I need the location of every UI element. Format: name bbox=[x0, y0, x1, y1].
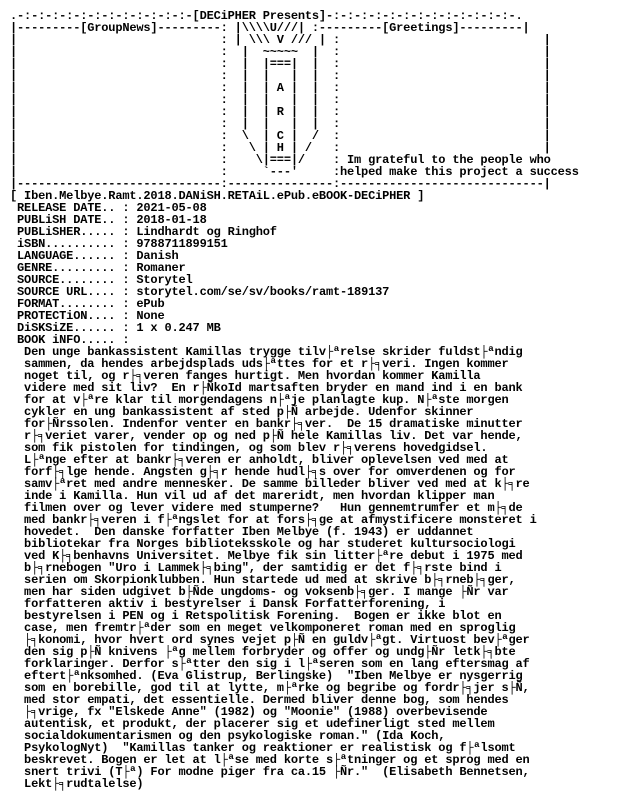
book-info-line: for├Ñrssolen. Indenfor venter en bankr├╕ver. De 15 dramatiske minutter bbox=[10, 417, 523, 431]
book-info-line: ved K├╕benhavns Universitet. Melbye fik sin litter├ªre debut i 1975 med bbox=[10, 549, 523, 563]
nfo-header-line: | : | | | | : | bbox=[10, 117, 551, 131]
info-label: LANGUAGE...... : bbox=[10, 249, 137, 263]
book-info-line: forklaringer. Derfor s├ªtter den sig i l├ªseren som en lang eftersmag af bbox=[10, 657, 530, 671]
info-label: PUBLiSH DATE.. : bbox=[10, 213, 137, 227]
book-info-line: for at v├ªre klar til morgendagens n├ªje planlagte kup. N├ªste morgen bbox=[10, 393, 509, 407]
info-label: DiSKSiZE...... : bbox=[10, 321, 137, 335]
book-info-line: forfatteren aktiv i bestyrelser i Dansk Forfatterforening, i bbox=[10, 597, 446, 611]
book-info-line: ├╕konomi, hvor hvert ord synes vejet p├Ñ en guldv├ªgt. Virtuost bev├ªger bbox=[10, 633, 530, 647]
nfo-header-line: | : | ~~~~~ | : | bbox=[10, 45, 551, 59]
info-value: None bbox=[136, 309, 165, 323]
nfo-header-line: | : | | | | : | bbox=[10, 69, 551, 83]
book-info-line: bestyrelsen i PEN og i Retspolitisk Forening. Bogen er ikke blot en bbox=[10, 609, 502, 623]
nfo-header-line: | : | |===| | : | bbox=[10, 57, 551, 71]
book-info-line: b├╕rnebogen "Uro i Lammek├╕bing", der samtidig er det f├╕rste bind i bbox=[10, 561, 502, 575]
info-value: 2018-01-18 bbox=[136, 213, 207, 227]
info-value: ePub bbox=[136, 297, 165, 311]
nfo-header-line: | : | | R | | : | bbox=[10, 105, 551, 119]
info-value: Lindhardt og Ringhof bbox=[136, 225, 277, 239]
release-title: [ Iben.Melbye.Ramt.2018.DANiSH.RETAiL.ePub.eBOOK-DECiPHER ] bbox=[10, 189, 425, 203]
book-info-line: PsykologNyt) "Kamillas tanker og reaktioner er realistisk og f├ªlsomt bbox=[10, 741, 516, 755]
book-info-line: som fik pistolen for tindingen, og som blev r├╕verens hovedgidsel. bbox=[10, 441, 488, 455]
book-info-line: socialdokumentarismen og den psykologiske roman." (Ida Koch, bbox=[10, 729, 446, 743]
book-info-line: den sig p├Ñ knivens ├ªg mellem forbryder og offer og undg├Ñr letk├╕bte bbox=[10, 645, 516, 659]
info-value: storytel.com/se/sv/books/ramt-189137 bbox=[136, 285, 390, 299]
nfo-header-line: | : | | | | : | bbox=[10, 93, 551, 107]
nfo-header-line: | : \ | H | / : | bbox=[10, 141, 551, 155]
info-label: BOOK iNFO..... : bbox=[10, 333, 137, 347]
book-info-line: men har siden udgivet b├Ñde ungdoms- og voksenb├╕ger. I mange ├Ñr var bbox=[10, 585, 509, 599]
book-info-line: r├╕veriet varer, vender op og ned p├Ñ hele Kamillas liv. Det var hende, bbox=[10, 429, 523, 443]
info-value: Danish bbox=[136, 249, 179, 263]
book-info-line: som en borebille, god til at lytte, m├ªrke og begribe og fordr├╕jer s├Ñ, bbox=[10, 681, 530, 695]
info-value: 9788711899151 bbox=[136, 237, 228, 251]
book-info-line: Den unge bankassistent Kamillas trygge tilv├ªrelse skrider fuldst├ªndig bbox=[10, 345, 523, 359]
nfo-header-line: | : \|===|/ : Im grateful to the people who bbox=[10, 153, 551, 167]
info-label: PROTECTiON.... : bbox=[10, 309, 137, 323]
nfo-header-line: | : | | A | | : | bbox=[10, 81, 551, 95]
info-label: SOURCE URL.... : bbox=[10, 285, 137, 299]
book-info-line: sammen, da hendes arbejdsplads uds├ªttes for et r├╕veri. Ingen kommer bbox=[10, 357, 509, 371]
book-info-text bbox=[10, 346, 640, 790]
book-info-line: L├ªnge efter at bankr├╕veren er anholdt, bliver oplevelsen ved med at bbox=[10, 453, 509, 467]
book-info-line: autentisk, et produkt, der placerer sig et udefinerligt sted mellem bbox=[10, 717, 495, 731]
book-info-line: beskrevet. Bogen er let at l├ªse med korte s├ªtninger og et sprog med en bbox=[10, 753, 530, 767]
info-label: FORMAT........ : bbox=[10, 297, 137, 311]
book-info-line: inde i Kamilla. Hun vil ud af det mareridt, men hvordan klipper man bbox=[10, 489, 495, 503]
nfo-header-line: | : | \\\ V /// | : | bbox=[10, 33, 551, 47]
book-info-line: hovedet. Den danske forfatter Iben Melbye (f. 1943) er uddannet bbox=[10, 525, 474, 539]
info-value: 1 x 0.247 MB bbox=[136, 321, 221, 335]
nfo-header-line: | : \ | C | / : | bbox=[10, 129, 551, 143]
book-info-line: serien om Skorpionklubben. Hun startede ud med at skrive b├╕rneb├╕ger, bbox=[10, 573, 516, 587]
info-label: SOURCE........ : bbox=[10, 273, 137, 287]
info-label: RELEASE DATE.. : bbox=[10, 201, 137, 215]
book-info-line: filmen over og lever videre med stumperne? Hun gennemtrumfer et m├╕de bbox=[10, 501, 523, 515]
info-label: PUBLiSHER..... : bbox=[10, 225, 137, 239]
nfo-header-line: |-----------------------------:---------------:-----------------------------| bbox=[10, 177, 551, 191]
book-info-line: case, men fremtr├ªder som en meget velkomponeret roman med en sproglig bbox=[10, 621, 516, 635]
info-label: GENRE......... : bbox=[10, 261, 137, 275]
book-info-line: med stor empati, det essentielle. Dermed bliver denne bog, som hendes bbox=[10, 693, 509, 707]
book-info-line: videre med sit liv? En r├ÑkoId martsaften bryder en mand ind i en bank bbox=[10, 381, 523, 395]
info-value: 2021-05-08 bbox=[136, 201, 207, 215]
info-value: Romaner bbox=[136, 261, 186, 275]
book-info-line: med bankr├╕veren i f├ªngslet for at fors├╕ge at afmystificere monsteret i bbox=[10, 513, 537, 527]
book-info-line: forf├╕lge hende. Angsten g├╕r hende hudl├╕s over for omverdenen og for bbox=[10, 465, 516, 479]
info-label: iSBN.......... : bbox=[10, 237, 137, 251]
nfo-header-line: |---------[GroupNews]---------: |\\\\U///| :---------[Greetings]---------| bbox=[10, 21, 530, 35]
nfo-header-line: .-:-:-:-:-:-:-:-:-:-:-:-:-[DECiPHER Presents]-:-:-:-:-:-:-:-:-:-:-:-:-:-. bbox=[10, 9, 523, 23]
book-info-line: bibliotekar fra Norges biblioteksskole og har studeret kultursociologi bbox=[10, 537, 516, 551]
book-info-line: eftert├ªnksomhed. (Eva Glistrup, Berlingske) "Iben Melbye er nysgerrig bbox=[10, 669, 523, 683]
book-info-line: Lekt├╕rudtalelse) bbox=[10, 777, 144, 791]
book-info-line: noget til, og r├╕veren fanges hurtigt. Men hvordan kommer Kamilla bbox=[10, 369, 481, 383]
book-info-line: cykler en ung bankassistent af sted p├Ñ arbejde. Udenfor skinner bbox=[10, 405, 474, 419]
nfo-header-line: | : `---' :helped make this project a success bbox=[10, 165, 579, 179]
book-info-line: snert trivi (T├ª) For modne piger fra ca.15 ├Ñr." (Elisabeth Bennetsen, bbox=[10, 765, 530, 779]
book-info-line: ├╕vrige, fx "Elskede Anne" (1982) og "Moonie" (1988) overbevisende bbox=[10, 705, 488, 719]
book-info-line: samv├ªret med andre mennesker. De samme billeder bliver ved med at k├╕re bbox=[10, 477, 530, 491]
info-value: Storytel bbox=[136, 273, 193, 287]
